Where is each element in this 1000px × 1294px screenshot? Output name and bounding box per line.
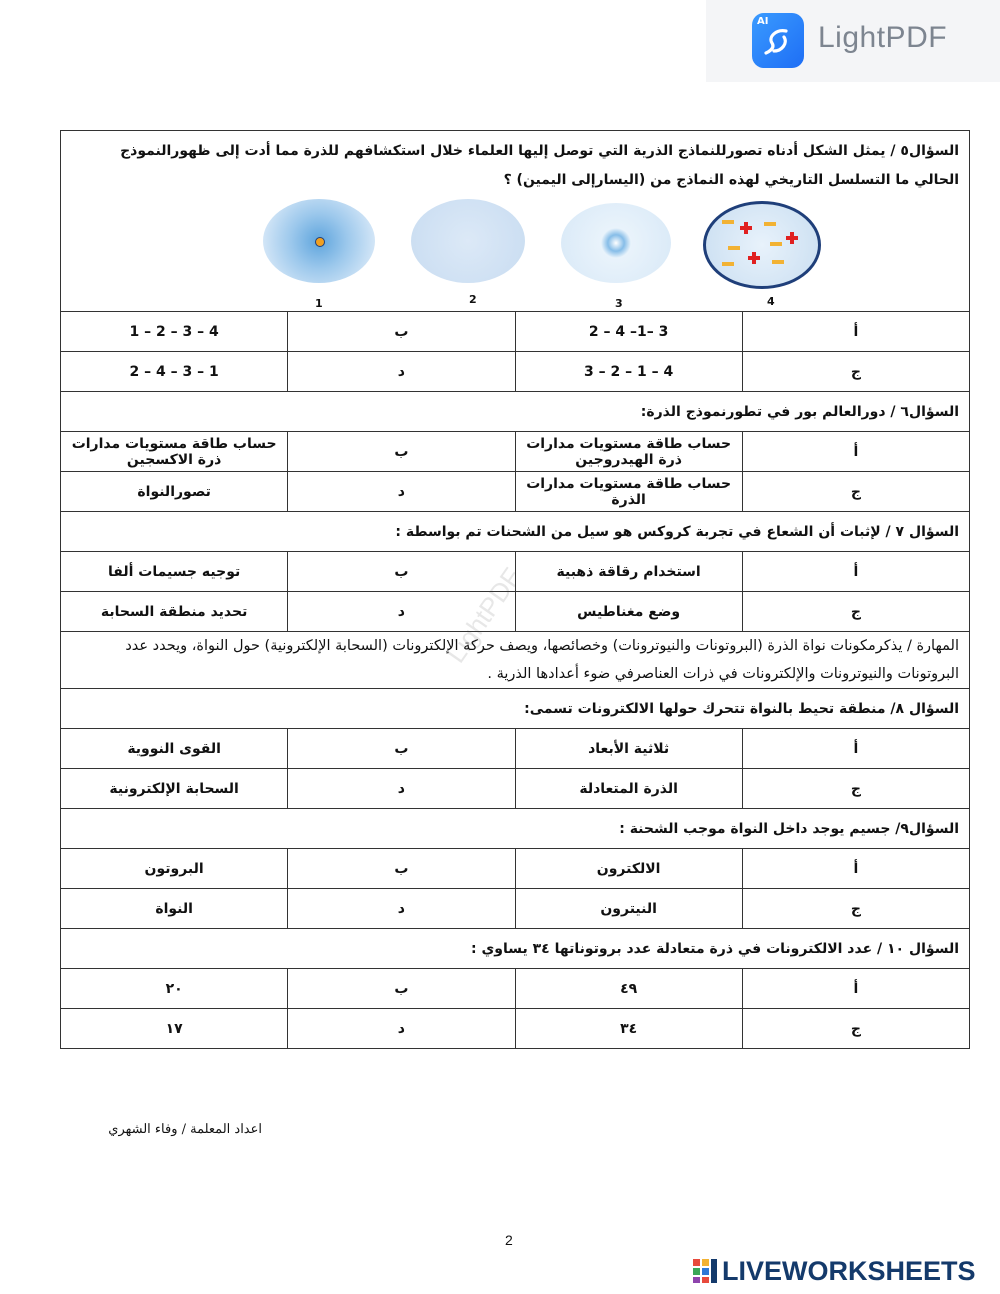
q6-option-a[interactable]: حساب طاقة مستويات مدارات ذرة الهيدروجين: [515, 432, 742, 472]
figure-label-1: 1: [315, 297, 323, 310]
q9-option-b[interactable]: البروتون: [61, 849, 288, 889]
q7-option-a[interactable]: استخدام رقاقة ذهبية: [515, 552, 742, 592]
q7-text: السؤال ٧ / لإثبات أن الشعاع في تجربة كروكس هو سيل من الشحنات تم بواسطة :: [61, 512, 970, 552]
liveworksheets-icon: [692, 1258, 718, 1284]
skill-row: [61, 632, 970, 689]
q10-option-d[interactable]: ١٧: [61, 1009, 288, 1049]
q8-option-c[interactable]: الذرة المتعادلة: [515, 769, 742, 809]
q8-options-row-2: [61, 769, 970, 809]
q9-options-row-2: [61, 889, 970, 929]
option-letter: أ: [742, 729, 969, 769]
q7-option-b[interactable]: توجيه جسيمات ألفا: [61, 552, 288, 592]
q8-options-row-1: [61, 729, 970, 769]
q7-row: [61, 512, 970, 552]
teacher-signature: اعداد المعلمة / وفاء الشهري: [108, 1122, 262, 1137]
atom-model-2-sphere: [411, 199, 525, 283]
q7-options-row-1: [61, 552, 970, 592]
q5-option-a[interactable]: 3 –1– 4 – 2: [515, 312, 742, 352]
q6-option-b[interactable]: حساب طاقة مستويات مدارات ذرة الاكسجين: [61, 432, 288, 472]
ai-badge: AI: [757, 16, 769, 27]
q5-option-d[interactable]: 1 – 3 – 4 – 2: [61, 352, 288, 392]
q8-text: السؤال ٨/ منطقة تحيط بالنواة تتحرك حولها الالكترونات تسمى:: [61, 689, 970, 729]
option-letter: ج: [742, 472, 969, 512]
q6-row: [61, 392, 970, 432]
option-letter: د: [288, 352, 515, 392]
atom-models-figure: [71, 195, 959, 310]
q9-option-c[interactable]: النيترون: [515, 889, 742, 929]
q5-option-c[interactable]: 4 – 1 – 2 – 3: [515, 352, 742, 392]
option-letter: ب: [288, 849, 515, 889]
questions-table: [60, 130, 970, 1049]
option-letter: ب: [288, 432, 515, 472]
q9-row: [61, 809, 970, 849]
q7-option-c[interactable]: وضع مغناطيس: [515, 592, 742, 632]
figure-label-2: 2: [469, 293, 477, 306]
option-letter: ج: [742, 352, 969, 392]
q9-options-row-1: [61, 849, 970, 889]
q6-option-c[interactable]: حساب طاقة مستويات مدارات الذرة: [515, 472, 742, 512]
option-letter: أ: [742, 432, 969, 472]
q10-option-a[interactable]: ٤٩: [515, 969, 742, 1009]
liveworksheets-brand: LIVEWORKSHEETS: [722, 1256, 976, 1286]
option-letter: د: [288, 769, 515, 809]
q5-text: السؤال٥ / يمثل الشكل أدناه تصورللنماذج الذرية التي توصل إليها العلماء خلال استكشافهم للذرة مما أدت إلى ظهورالنموذج الحالي ما التسلسل التاريخي لهذه النماذج من (اليسارإلى اليمين) ؟: [120, 143, 959, 188]
figure-label-3: 3: [615, 297, 623, 310]
option-letter: د: [288, 592, 515, 632]
q7-options-row-2: [61, 592, 970, 632]
option-letter: ج: [742, 889, 969, 929]
option-letter: ب: [288, 729, 515, 769]
option-letter: أ: [742, 312, 969, 352]
q5-options-row-2: [61, 352, 970, 392]
q5-options-row-1: [61, 312, 970, 352]
option-letter: ب: [288, 552, 515, 592]
q10-text: السؤال ١٠ / عدد الالكترونات في ذرة متعادلة عدد بروتوناتها ٣٤ يساوي :: [61, 929, 970, 969]
q9-option-a[interactable]: الالكترون: [515, 849, 742, 889]
q5-row: [61, 131, 970, 312]
lightpdf-banner: [706, 0, 1000, 82]
option-letter: أ: [742, 552, 969, 592]
lightpdf-brand-name: LightPDF: [818, 21, 948, 54]
option-letter: ج: [742, 769, 969, 809]
q7-option-d[interactable]: تحديد منطقة السحابة: [61, 592, 288, 632]
option-letter: أ: [742, 849, 969, 889]
option-letter: ب: [288, 969, 515, 1009]
watermark: LightPDF: [440, 562, 528, 669]
q5-cell: [61, 131, 970, 312]
q5-option-b[interactable]: 4 – 3 – 2 – 1: [61, 312, 288, 352]
q8-option-b[interactable]: القوى النووية: [61, 729, 288, 769]
q8-option-a[interactable]: ثلاثية الأبعاد: [515, 729, 742, 769]
q10-row: [61, 929, 970, 969]
option-letter: ج: [742, 1009, 969, 1049]
atom-model-3-nucleus: [561, 203, 671, 283]
atom-model-1-cloud: [263, 199, 375, 283]
q8-option-d[interactable]: السحابة الإلكترونية: [61, 769, 288, 809]
lightpdf-logo-icon: [752, 13, 804, 68]
q10-options-row-2: [61, 1009, 970, 1049]
option-letter: أ: [742, 969, 969, 1009]
option-letter: ب: [288, 312, 515, 352]
q9-option-d[interactable]: النواة: [61, 889, 288, 929]
q10-options-row-1: [61, 969, 970, 1009]
option-letter: ج: [742, 592, 969, 632]
q10-option-b[interactable]: ٢٠: [61, 969, 288, 1009]
q10-option-c[interactable]: ٣٤: [515, 1009, 742, 1049]
skill-text: المهارة / يذكرمكونات نواة الذرة (البروتونات والنيوترونات) وخصائصها، ويصف حركة الإلكترونات (السحابة الإلكترونية) حول النواة، ويحدد عدد البروتونات والنيوترونات والإلكترونات في ذرات العناصرفي ضوء أعدادها الذرية .: [61, 632, 970, 689]
option-letter: د: [288, 1009, 515, 1049]
q6-options-row-2: [61, 472, 970, 512]
q6-options-row-1: [61, 432, 970, 472]
q6-text: السؤال٦ / دورالعالم بور في تطورنموذج الذرة:: [61, 392, 970, 432]
option-letter: د: [288, 889, 515, 929]
q9-text: السؤال٩/ جسيم يوجد داخل النواة موجب الشحنة :: [61, 809, 970, 849]
q8-row: [61, 689, 970, 729]
q6-option-d[interactable]: تصورالنواة: [61, 472, 288, 512]
atom-model-4-plum-pudding: [703, 201, 821, 289]
page-number: 2: [505, 1232, 513, 1248]
option-letter: د: [288, 472, 515, 512]
figure-label-4: 4: [767, 295, 775, 308]
